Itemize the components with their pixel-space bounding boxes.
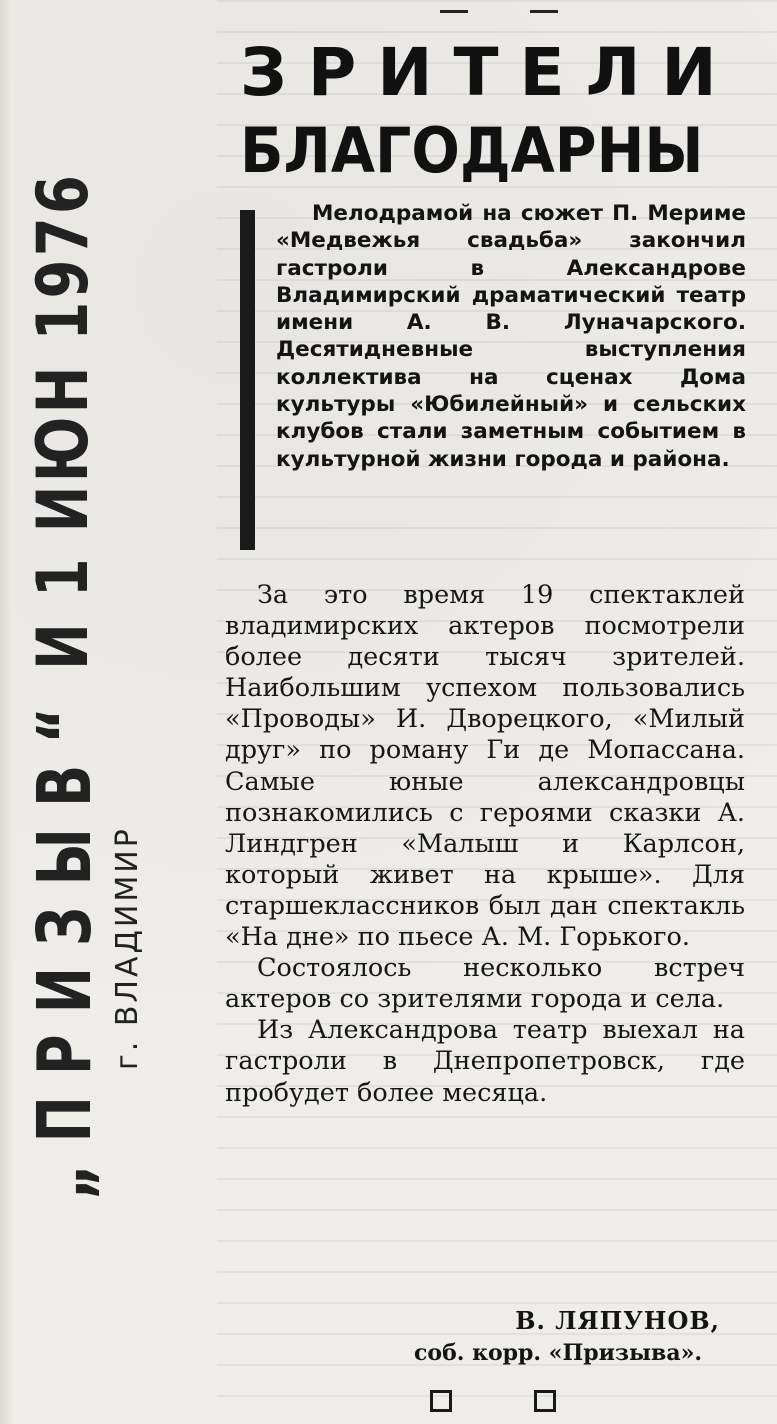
article-body — [225, 580, 745, 1109]
article-signature — [340, 1305, 720, 1369]
end-marks — [430, 1390, 570, 1414]
top-dividers — [430, 10, 590, 14]
end-square — [430, 1390, 452, 1412]
author-name: В. ЛЯПУНОВ, — [515, 1306, 720, 1335]
clipping-edge — [0, 0, 14, 1424]
headline-line-2: БЛАГОДАРНЫ — [240, 114, 704, 187]
body-paragraph: Из Александрова театр выехал на гастроли в Днепропетровск, где пробудет более месяца. — [225, 1015, 745, 1108]
end-square — [534, 1390, 556, 1412]
divider-dash — [530, 10, 558, 13]
lead-vertical-rule — [240, 210, 255, 550]
stamp-newspaper-name: „ПРИЗЫВ“ — [22, 686, 108, 1200]
library-stamp — [22, 171, 145, 1200]
lead-paragraph: Мелодрамой на сюжет П. Мериме «Медвежья свадьба» закончил гастроли в Александрове Владимирский драматический театр имени А. В. Луначарского. Десятидневные выступления коллектива на сценах Дома культуры «Юбилейный» и сельских клубов стали заметным событием в культурной жизни города и района. — [276, 201, 746, 472]
article-headline — [240, 34, 740, 187]
divider-dash — [440, 10, 468, 13]
author-role: соб. корр. «Призыва». — [414, 1340, 702, 1366]
stamp-city: г. ВЛАДИМИР — [110, 826, 145, 1070]
headline-line-1: ЗРИТЕЛИ — [240, 34, 738, 111]
body-paragraph: За это время 19 спектаклей владимирских актеров посмотрели более десяти тысяч зрителей. Наибольшим успехом пользовались «Проводы» И. Дворецкого, «Милый друг» по роману Ги де Мопассана. Самые юные александровцы познакомились с героями сказки А. Линдгрен «Малыш и Карлсон, который живет на крыше». Для старшеклассников был дан спектакль «На дне» по пьесе А. М. Горького. — [225, 580, 745, 953]
article-lead — [276, 200, 746, 473]
body-paragraph: Состоялось несколько встреч актеров со зрителями города и села. — [225, 953, 745, 1015]
stamp-date: И 1 ИЮН 1976 — [22, 171, 104, 670]
